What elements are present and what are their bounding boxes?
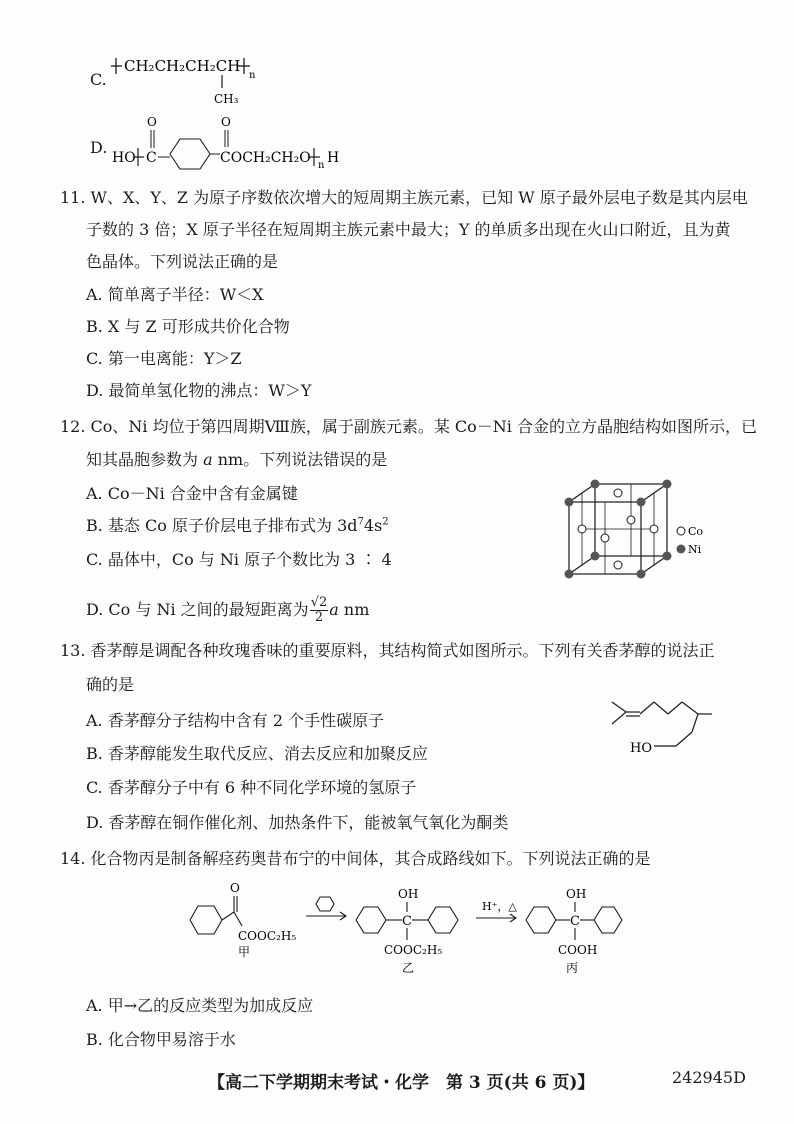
q14-jia-o: O (230, 881, 240, 895)
q12-stem-line2: 知其晶胞参数为 a nm。下列说法错误的是 (86, 450, 388, 469)
q10-optc-sub: n (249, 70, 256, 81)
q10-optd-o2: O (221, 115, 231, 129)
q14-bing-oh: OH (566, 887, 587, 901)
q14-option-a: A. 甲→乙的反应类型为加成反应 (86, 996, 314, 1015)
q14-yi-oh: OH (398, 887, 419, 901)
q14-jia-name: 甲 (238, 945, 251, 959)
q13-option-d: D. 香茅醇在铜作催化剂、加热条件下，能被氧气氧化为酮类 (86, 813, 509, 832)
q10-optd-polymer (108, 112, 348, 172)
q14-synthesis-route (180, 880, 630, 980)
q14-bing-name: 丙 (566, 961, 579, 975)
q10-optd-c: C (146, 150, 157, 166)
q11-option-a: A. 简单离子半径：W＜X (86, 285, 264, 304)
q10-optd-sub: n (318, 160, 325, 171)
q14-bing-c: C (570, 914, 580, 929)
q10-optd-o1: O (147, 115, 157, 129)
q13-ho-label: HO (630, 741, 652, 756)
q14-stem-line1: 14. 化合物丙是制备解痉药奥昔布宁的中间体，其合成路线如下。下列说法正确的是 (60, 849, 651, 868)
q14-jia-ester: COOC₂H₅ (238, 929, 297, 943)
page-footer-title: 【高二下学期期末考试・化学 第 3 页(共 6 页)】 (208, 1073, 595, 1093)
q13-option-c: C. 香茅醇分子中有 6 种不同化学环境的氢原子 (86, 778, 417, 797)
q11-stem-line2: 子数的 3 倍；X 原子半径在短周期主族元素中最大；Y 的单质多出现在火山口附近，且为黄 (86, 220, 731, 239)
q12-option-b: B. 基态 Co 原子价层电子排布式为 $3d^74s^2$ (86, 516, 389, 535)
q12-crystal-cell-diagram (555, 478, 715, 588)
q14-yi-c: C (402, 914, 412, 929)
q11-stem-line1: 11. W、X、Y、Z 为原子序数依次增大的短周期主族元素，已知 W 原子最外层电子数是其内层电 (60, 188, 748, 207)
q12-stem-line1: 12. Co、Ni 均位于第四周期Ⅷ族，属于副族元素。某 Co－Ni 合金的立方晶胞结构如图所示，已 (60, 417, 757, 436)
q12-option-c: C. 晶体中，Co 与 Ni 原子个数比为 3 ∶ 4 (86, 550, 392, 569)
legend-co: Co (688, 525, 704, 538)
q11-option-b: B. X 与 Z 可形成共价化合物 (86, 317, 290, 336)
q13-stem-line2: 确的是 (86, 675, 135, 694)
legend-ni: Ni (688, 543, 702, 556)
q10-optc-polymer (110, 50, 260, 106)
q13-citronellol-structure (608, 690, 726, 762)
q11-option-d: D. 最简单氢化物的沸点：W＞Y (86, 381, 312, 400)
q10-optc-label: C. (90, 70, 107, 89)
q13-stem-line1: 13. 香茅醇是调配各种玫瑰香味的重要原料，其结构简式如图所示。下列有关香茅醇的说法正 (60, 641, 715, 660)
q14-option-b: B. 化合物甲易溶于水 (86, 1030, 236, 1049)
q10-optd-mid: COCH₂CH₂O (220, 150, 311, 166)
q11-option-c: C. 第一电离能：Y＞Z (86, 349, 242, 368)
q14-yi-ester: COOC₂H₅ (384, 943, 443, 957)
q10-optc-branch: CH₃ (214, 92, 239, 106)
q14-bing-acid: COOH (558, 943, 598, 957)
q10-optd-label: D. (90, 138, 108, 157)
q10-optc-chain: CH₂CH₂CH₂CH (124, 57, 241, 75)
q13-option-b: B. 香茅醇能发生取代反应、消去反应和加聚反应 (86, 744, 428, 763)
q10-optd-left: HO (112, 150, 136, 166)
q12-option-d: D. Co 与 Ni 之间的最短距离为 $\frac{√2}{2}$ a nm (86, 595, 370, 625)
q14-yi-name: 乙 (402, 961, 415, 975)
q14-arrow2-cond: H⁺，△ (482, 900, 517, 913)
page-footer-code: 242945D (672, 1068, 746, 1087)
q10-optd-end: H (327, 150, 340, 166)
q13-option-a: A. 香茅醇分子结构中含有 2 个手性碳原子 (86, 711, 385, 730)
q12-option-a: A. Co－Ni 合金中含有金属键 (86, 484, 298, 503)
q11-stem-line3: 色晶体。下列说法正确的是 (86, 252, 279, 271)
